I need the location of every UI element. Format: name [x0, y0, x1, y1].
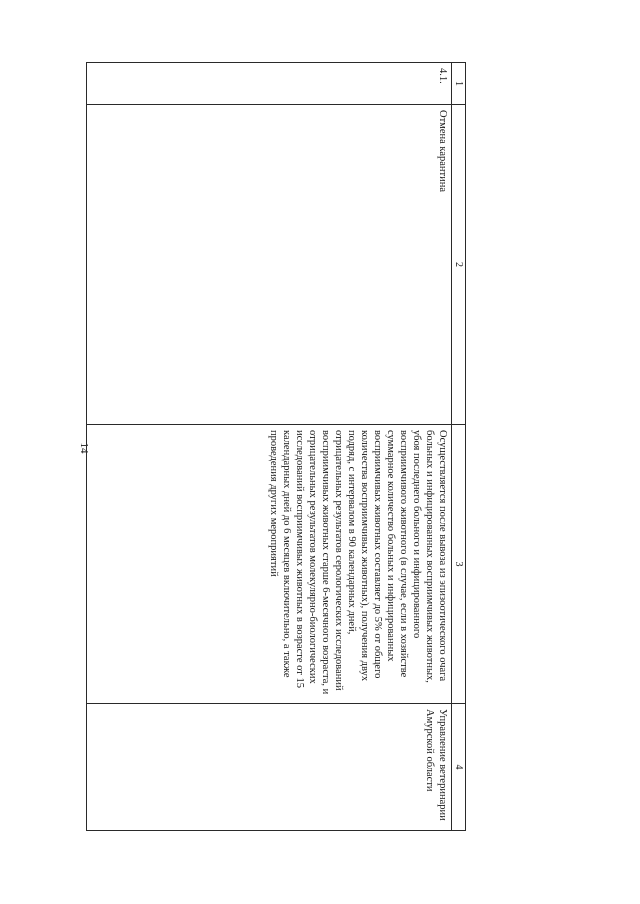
- header-col-4: 4: [452, 704, 466, 831]
- header-col-1: 1: [452, 63, 466, 105]
- table-header-row: [452, 63, 466, 831]
- table-row: [87, 63, 452, 831]
- header-col-3: 3: [452, 425, 466, 704]
- row-action: Отмена карантина: [87, 105, 452, 425]
- quarantine-table: [86, 62, 466, 830]
- row-conditions: Осуществляется после вывоза из эпизоотического очага больных и инфицированных восприимчивых животных, убоя последнего больного и инфицированного восприимчивого животного (в случае, если в хозяйстве суммарное количество больных и инфицированных восприимчивых животных составляет до 5% от общего количества восприимчивых животных), получения двух подряд, с интервалом в 90 календарных дней, отрицательных результатов серологических исследований восприимчивых животных старше 6-месячного возраста, и отрицательных результатов молекулярно-биологических исследований восприимчивых животных в возрасте от 15 календарных дней до 6 месяцев включительно, а также проведения других мероприятий: [87, 425, 452, 704]
- row-responsible: Управление ветеринарии Амурской области: [87, 704, 452, 831]
- page-number: 14: [78, 442, 90, 454]
- row-number: 4.1.: [87, 63, 452, 105]
- header-col-2: 2: [452, 105, 466, 425]
